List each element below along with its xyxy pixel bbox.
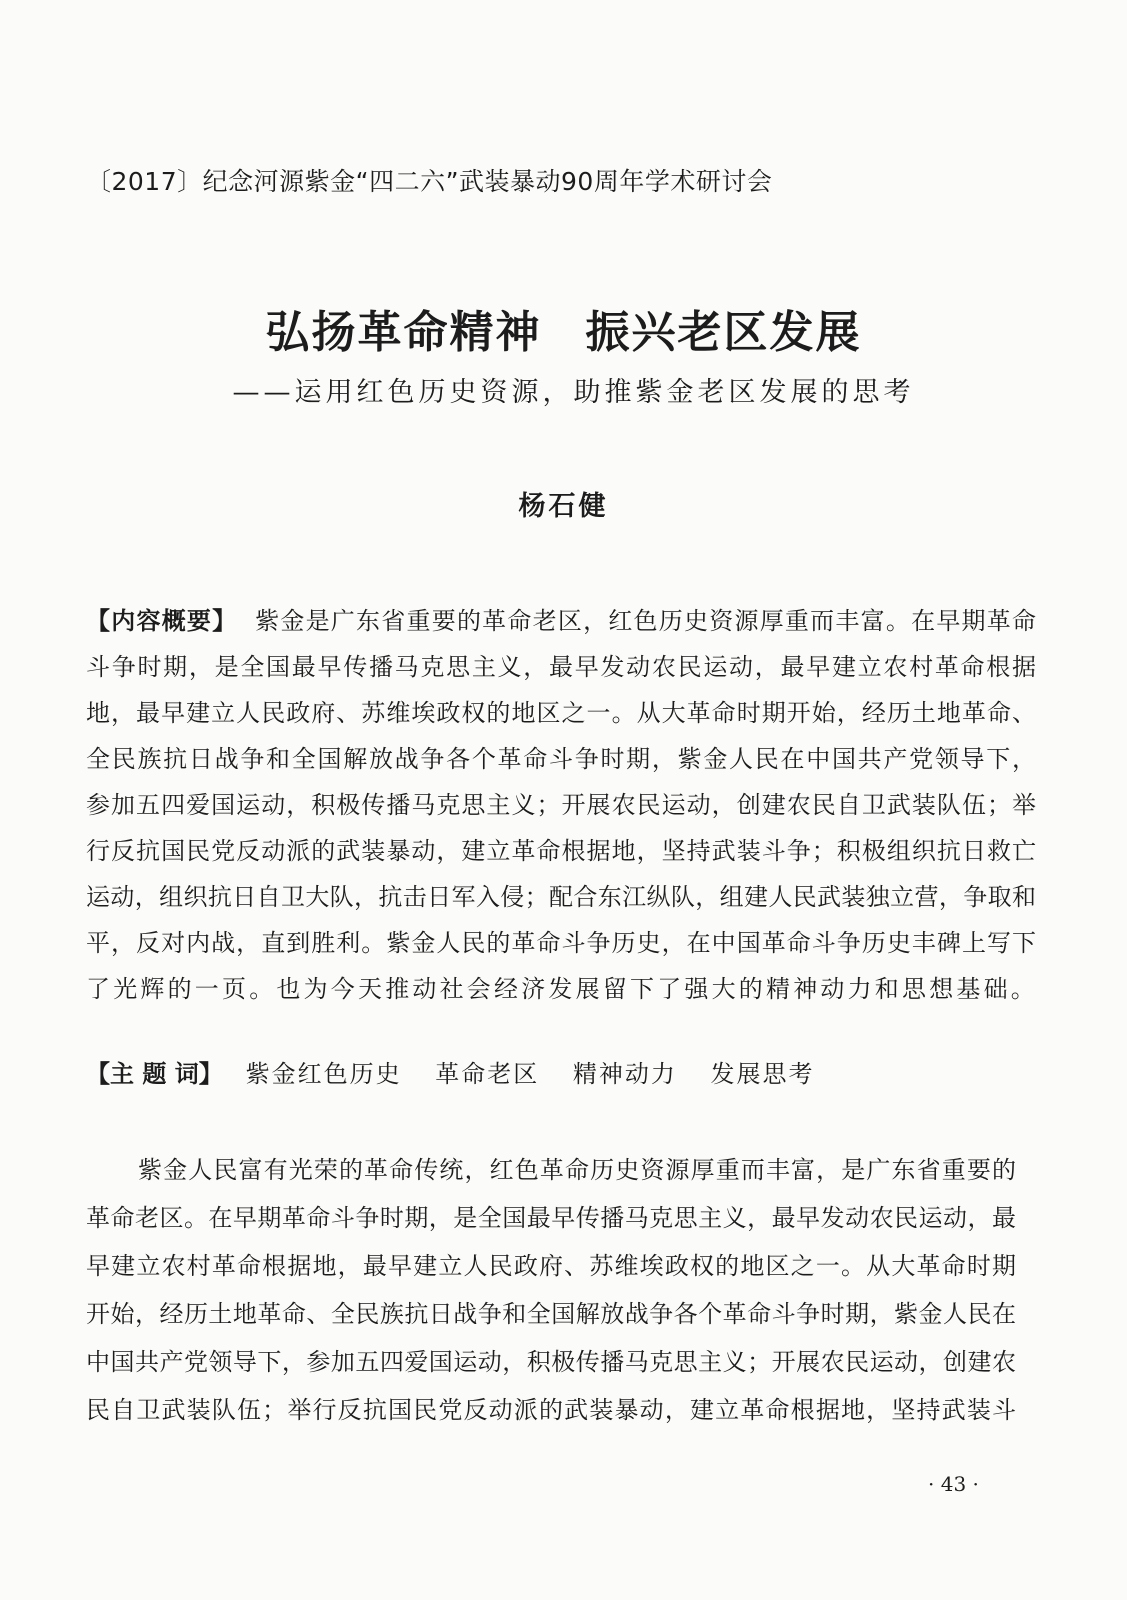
abstract-line: 运动，组织抗日自卫大队，抗击日军入侵；配合东江纵队，组建人民武装独立营，争取和 — [86, 883, 1036, 911]
abstract-line: 全民族抗日战争和全国解放战争各个革命斗争时期，紫金人民在中国共产党领导下， — [86, 745, 1036, 773]
keyword: 紫金红色历史 — [245, 1060, 402, 1088]
abstract-line: 参加五四爱国运动，积极传播马克思主义；开展农民运动，创建农民自卫武装队伍；举 — [86, 791, 1036, 819]
abstract-line: 了光辉的一页。也为今天推动社会经济发展留下了强大的精神动力和思想基础。 — [86, 975, 1038, 1003]
article-title — [0, 296, 1127, 360]
body-line: 早建立农村革命根据地，最早建立人民政府、苏维埃政权的地区之一。从大革命时期 — [86, 1252, 1016, 1280]
body-line: 紫金人民富有光荣的革命传统，红色革命历史资源厚重而丰富，是广东省重要的 — [138, 1156, 1016, 1184]
abstract-line: 地，最早建立人民政府、苏维埃政权的地区之一。从大革命时期开始，经历土地革命、 — [86, 699, 1036, 727]
body-line: 民自卫武装队伍；举行反抗国民党反动派的武装暴动，建立革命根据地，坚持武装斗 — [86, 1396, 1016, 1424]
abstract-line: 平，反对内战，直到胜利。紫金人民的革命斗争历史，在中国革命斗争历史丰碑上写下 — [86, 929, 1036, 957]
conference-header: 〔2017〕纪念河源紫金“四二六”武装暴动90周年学术研讨会 — [86, 167, 773, 196]
abstract-line: 斗争时期，是全国最早传播马克思主义，最早发动农民运动，最早建立农村革命根据 — [86, 653, 1036, 681]
body-line: 中国共产党领导下，参加五四爱国运动，积极传播马克思主义；开展农民运动，创建农 — [86, 1348, 1016, 1376]
keywords-section — [86, 1054, 841, 1094]
body-paragraph — [86, 1146, 1016, 1434]
article-title-part-1: 弘扬革命精神 — [265, 307, 542, 358]
abstract-label: 【内容概要】 — [86, 607, 238, 635]
keywords-label: 【主 题 词】 — [86, 1060, 223, 1088]
keyword: 精神动力 — [572, 1060, 677, 1088]
author-name: 杨石健 — [518, 491, 609, 522]
abstract-line: 【内容概要】 紫金是广东省重要的革命老区，红色历史资源厚重而丰富。在早期革命 — [86, 607, 1037, 635]
article-subtitle: ——运用红色历史资源，助推紫金老区发展的思考 — [232, 377, 915, 408]
body-line: 革命老区。在早期革命斗争时期，是全国最早传播马克思主义，最早发动农民运动，最 — [86, 1204, 1016, 1232]
abstract-section — [86, 598, 1036, 1012]
body-line: 开始，经历土地革命、全民族抗日战争和全国解放战争各个革命斗争时期，紫金人民在 — [86, 1300, 1016, 1328]
keyword: 发展思考 — [710, 1060, 815, 1088]
keyword: 革命老区 — [435, 1060, 540, 1088]
abstract-line: 行反抗国民党反动派的武装暴动，建立革命根据地，坚持武装斗争；积极组织抗日救亡 — [86, 837, 1036, 865]
page-number: · 43 · — [928, 1472, 979, 1496]
article-title-part-2: 振兴老区发展 — [585, 307, 862, 358]
